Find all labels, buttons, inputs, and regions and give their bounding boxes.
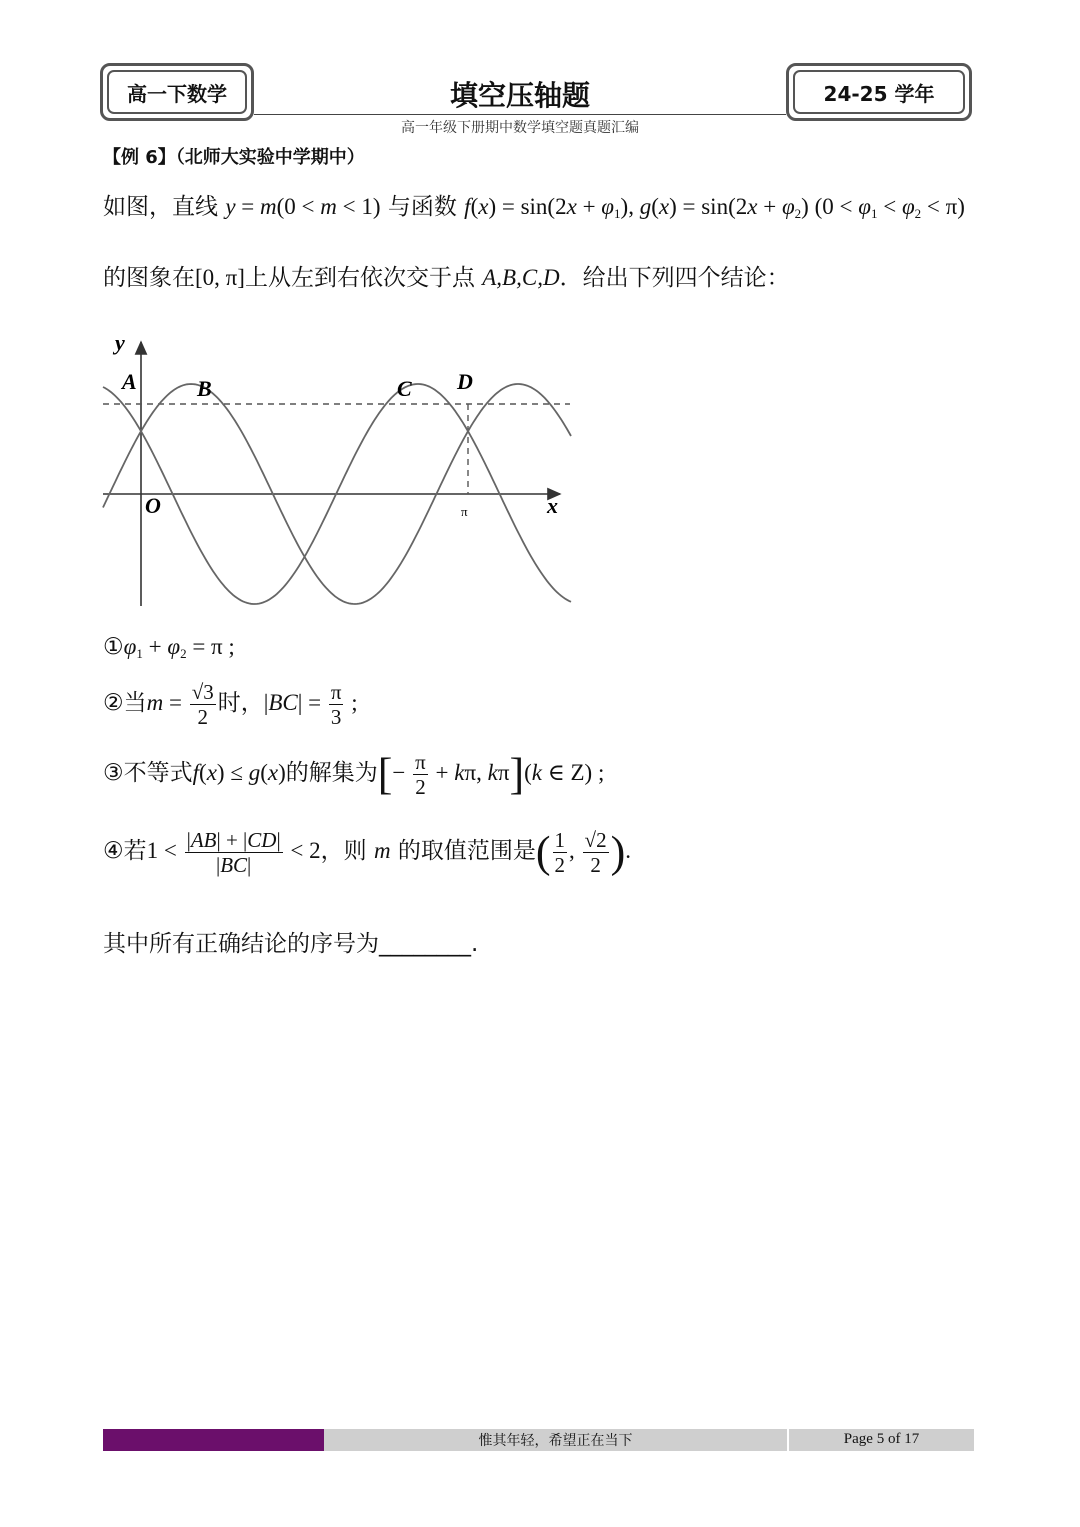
page-subtitle: 高一年级下册期中数学填空题真题汇编 — [401, 120, 639, 136]
point-c-label: C — [397, 376, 412, 401]
conclusion-3 — [103, 750, 604, 799]
point-a-label: A — [122, 369, 137, 394]
conclusion-text: 当 — [123, 689, 147, 716]
intro-line-1 — [103, 188, 965, 222]
formula-c2-m: m = $\frac{√3}{2}$ — [146, 680, 214, 730]
conclusion-text: ，则 — [320, 837, 367, 864]
formula-interval: [0, π] — [195, 265, 245, 290]
conclusion-text: 若 — [123, 837, 147, 864]
intro-text: ．给出下列四个结论： — [559, 265, 790, 291]
formula-c3-ineq: f(x) ≤ g(x) — [192, 759, 286, 785]
origin-label: O — [145, 493, 161, 518]
formula-c4-range: ( $\frac{1}{2}$ , $\frac{√2}{2}$ ). — [535, 827, 631, 878]
formula-points: A,B,C,D — [482, 265, 560, 290]
intro-text: 的图象在 — [103, 265, 195, 291]
page-number: Page 5 of 17 — [843, 1431, 920, 1447]
intro-text: 如图，直线 — [103, 194, 218, 220]
conclusion-text: 的取值范围是 — [397, 837, 536, 864]
conclusion-text: 不等式 — [123, 759, 193, 786]
pi-tick-label: π — [461, 504, 468, 519]
page-title: 填空压轴题 — [449, 79, 590, 112]
header-right-label: 24-25 学年 — [793, 70, 965, 114]
formula-c1: $\varphi_1 + \varphi_2 = \pi$ ; — [123, 634, 235, 661]
footer-accent-bar — [103, 1429, 324, 1451]
conclusion-1 — [103, 634, 235, 662]
conclusion-text: 时， — [217, 689, 264, 716]
conclusion-mark: ④ — [103, 837, 124, 864]
footer-motto: 惟其年轻，希望正在当下 — [478, 1433, 633, 1449]
intro-text: 与函数 — [387, 194, 457, 220]
header-rule — [254, 114, 786, 115]
formula-c4-m: m — [373, 837, 391, 863]
formula-c3-set: [− $\frac{\pi}{2}$ + kπ, kπ](k ∈ Z) ; — [377, 749, 605, 800]
conclusion-mark: ② — [103, 689, 124, 716]
formula-line: y = m(0 < m < 1) — [225, 194, 381, 219]
point-d-label: D — [457, 369, 473, 394]
conclusion-2 — [103, 680, 358, 729]
formula-c2-bc: |BC| = $\frac{\pi}{3}$ ; — [263, 680, 358, 730]
question-line: 其中所有正确结论的序号为________. — [103, 931, 479, 957]
point-b-label: B — [197, 376, 212, 401]
conclusion-mark: ① — [103, 634, 124, 660]
formula-c4-ratio: 1 < $\frac{|AB| + |CD|}{|BC|}$ < 2 — [146, 828, 321, 878]
sine-graph — [95, 330, 580, 612]
conclusion-4 — [103, 828, 631, 877]
y-axis-label: y — [115, 330, 125, 355]
header-left-badge — [100, 63, 254, 121]
header-left-label: 高一下数学 — [107, 70, 247, 114]
formula-f-g: $f(x) = \sin(2x + \varphi_1)$, $g(x) = \sin(2x + \varphi_2)$ $(0 < \varphi_1 < \varphi_2 < \pi)$ — [464, 194, 965, 221]
conclusion-text: 的解集为 — [285, 759, 378, 786]
header-right-badge — [786, 63, 972, 121]
intro-text: 上从左到右依次交于点 — [244, 265, 475, 291]
x-axis-label: x — [547, 493, 558, 518]
intro-line-2 — [103, 259, 790, 292]
conclusion-mark: ③ — [103, 759, 124, 786]
example-heading: 【例 6】（北师大实验中学期中） — [103, 147, 365, 168]
